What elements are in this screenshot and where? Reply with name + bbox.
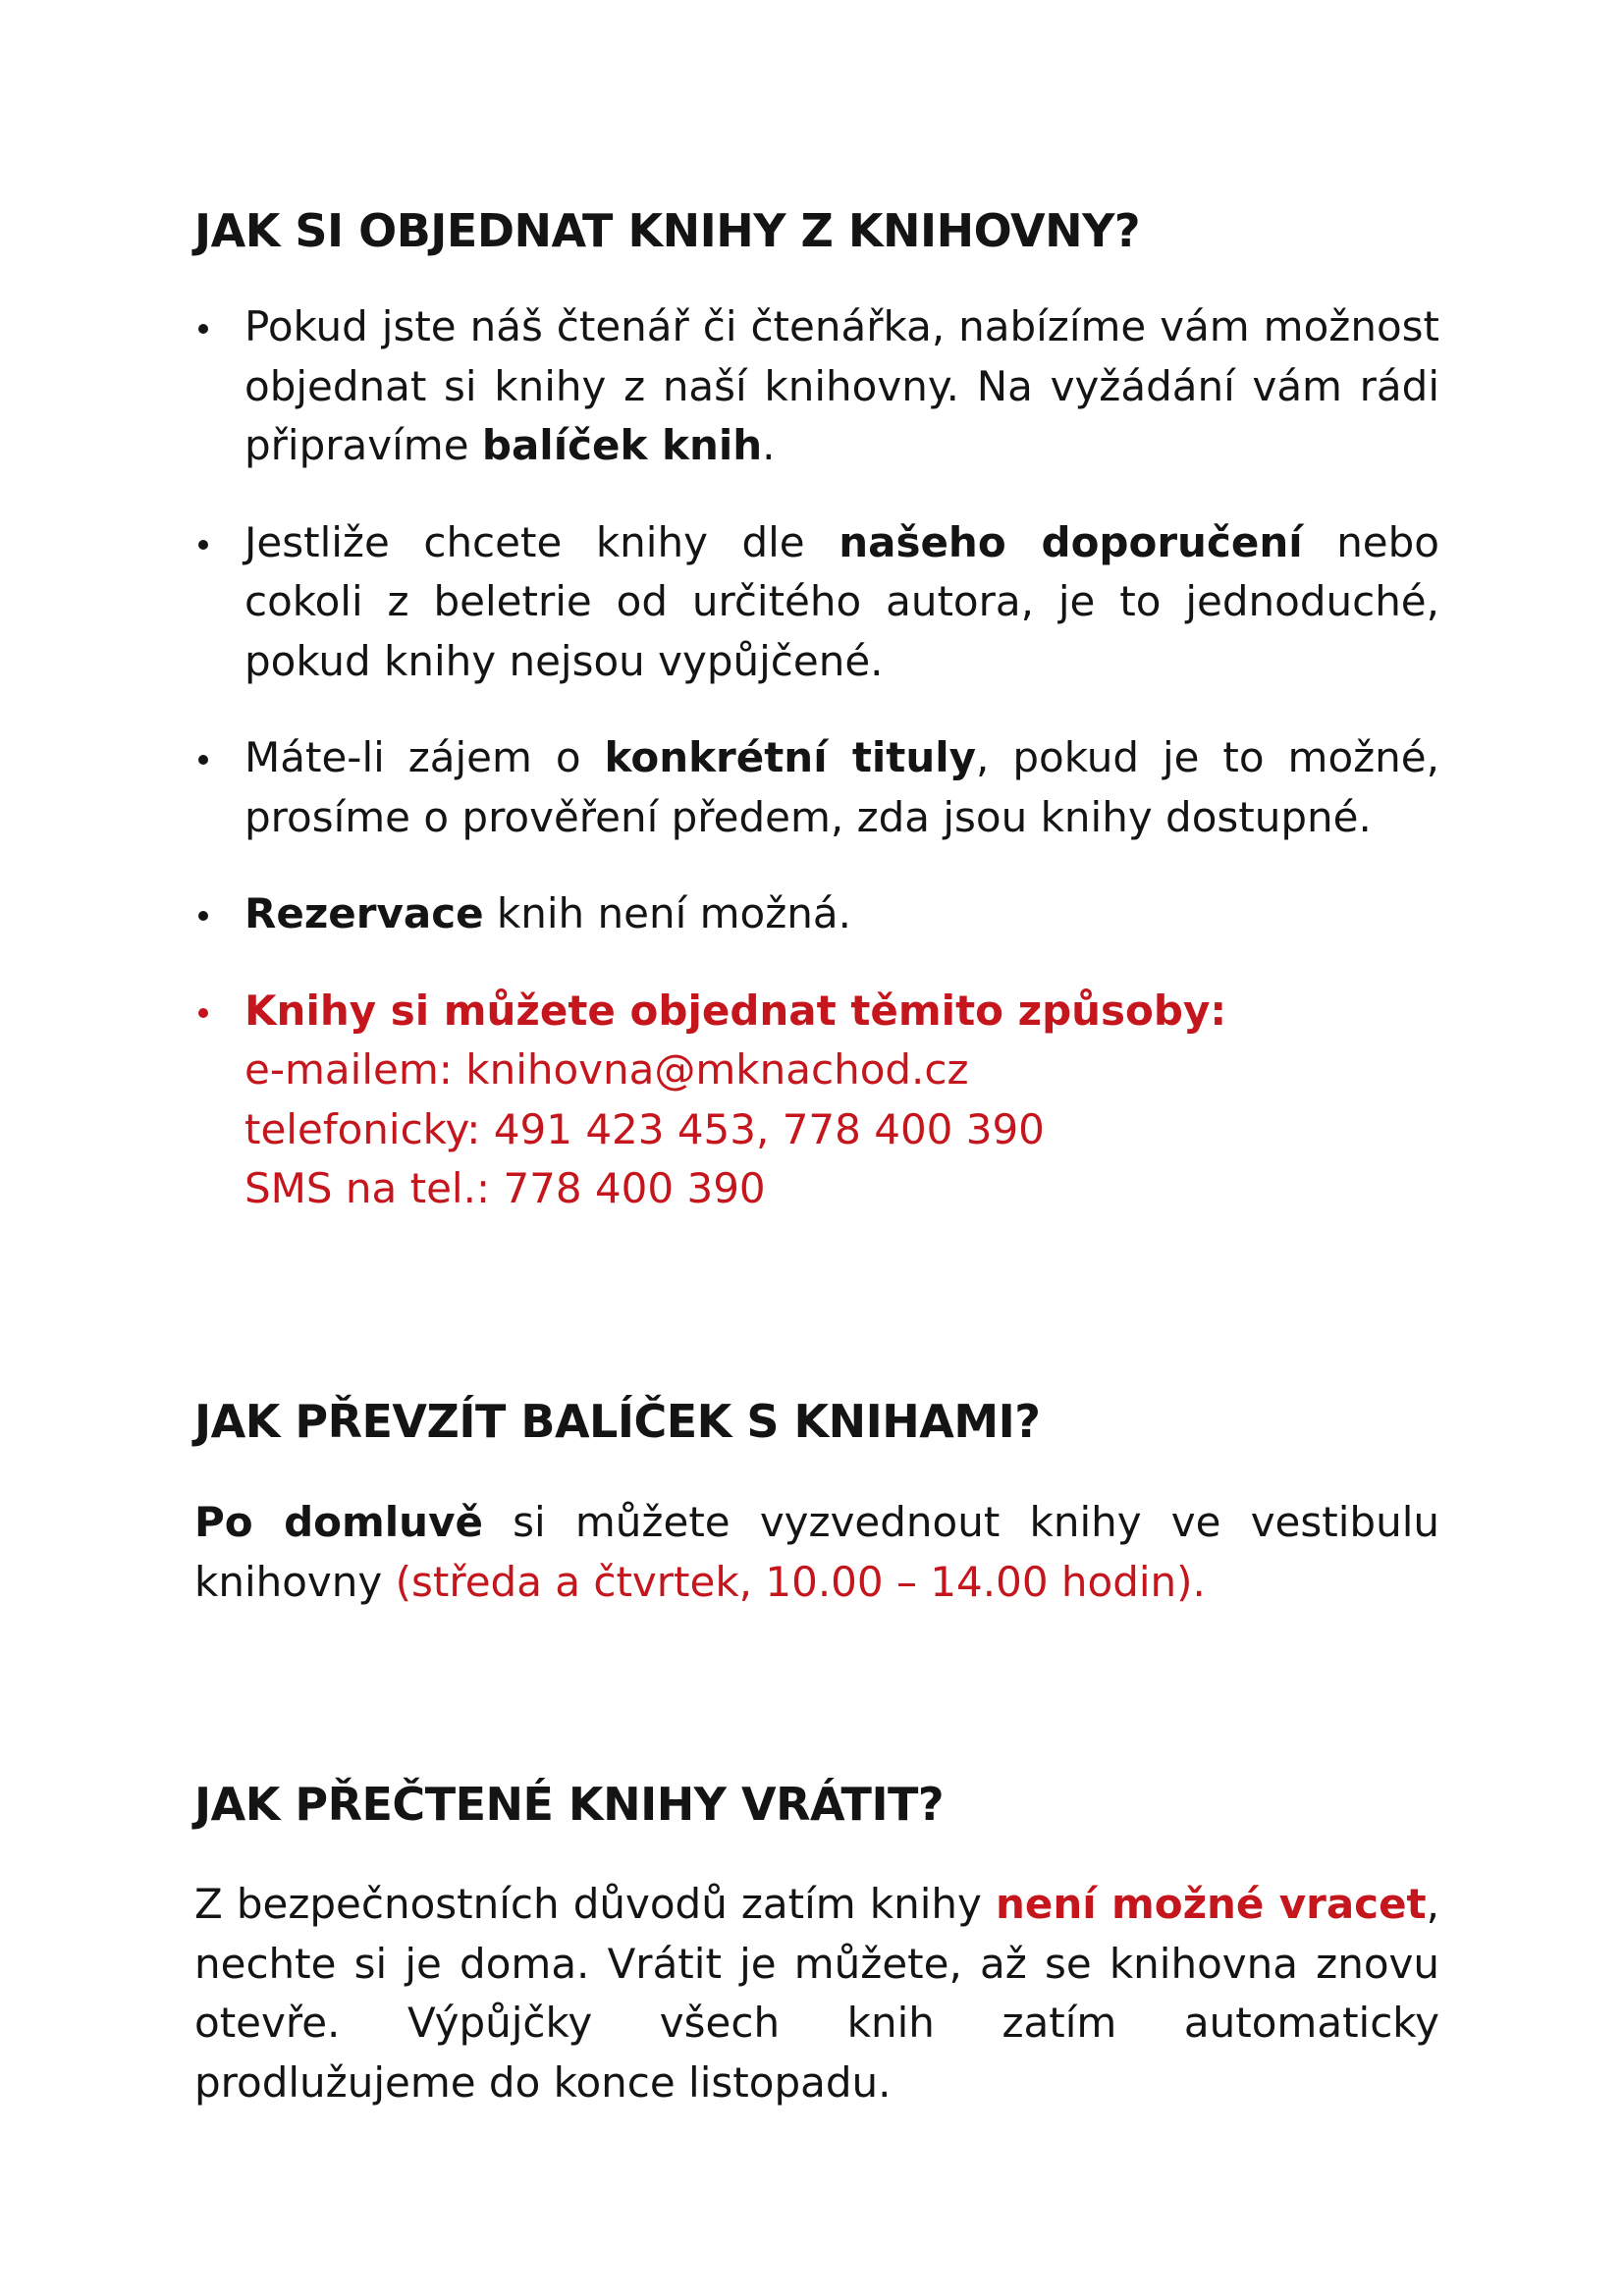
bullet-text: Máte-li zájem o	[244, 733, 605, 781]
bullet-text-end: nebo cokoli z beletrie od určitého autora, je to jednoduché, pokud knihy nejsou vypůjčené.	[244, 517, 1440, 685]
order-info-list	[194, 297, 1439, 1256]
bullet-text: Pokud jste náš čtenář či čtenářka, nabízíme vám možnost objednat si knihy z naší knihovny. Na vyžádání vám rádi připravíme	[244, 302, 1439, 469]
bullet-bold-text: Rezervace	[244, 889, 484, 937]
list-item	[194, 884, 1439, 944]
bullet-text-end: .	[762, 421, 776, 469]
pickup-text: si můžete vyzvednout knihy ve vestibulu knihovny	[194, 1498, 1439, 1606]
section-heading-order: JAK SI OBJEDNAT KNIHY Z KNIHOVNY?	[194, 204, 1141, 257]
section-heading-pickup: JAK PŘEVZÍT BALÍČEK S KNIHAMI?	[194, 1395, 1041, 1448]
sms-line: SMS na tel.: 778 400 390	[244, 1164, 766, 1212]
pickup-bold-text: Po domluvě	[194, 1498, 483, 1546]
contact-methods-title: Knihy si můžete objednat těmito způsoby:	[244, 986, 1227, 1035]
bullet-text-end: knih není možná.	[483, 889, 851, 937]
bullet-icon	[198, 1008, 208, 1018]
return-text-end: , nechte si je doma. Vrátit je můžete, až se knihovna znovu otevře. Výpůjčky všech knih zatím automaticky prodlužujeme do konce listopadu.	[194, 1880, 1439, 2107]
email-link[interactable]: knihovna@mknachod.cz	[465, 1045, 969, 1094]
return-text: Z bezpečnostních důvodů zatím knihy	[194, 1880, 996, 1928]
list-item	[194, 513, 1439, 692]
bullet-text-end: , pokud je to možné, prosíme o prověření předem, zda jsou knihy dostupné.	[244, 733, 1439, 841]
bullet-bold-text: našeho doporučení	[839, 517, 1303, 566]
list-item	[194, 728, 1439, 847]
email-label: e-mailem:	[244, 1045, 466, 1094]
section-heading-return: JAK PŘEČTENÉ KNIHY VRÁTIT?	[194, 1778, 945, 1831]
bullet-icon	[198, 755, 208, 765]
pickup-paragraph	[194, 1493, 1439, 1612]
list-item	[194, 297, 1439, 476]
bullet-bold-text: konkrétní tituly	[604, 733, 977, 781]
bullet-icon	[198, 324, 208, 334]
bullet-bold-text: balíček knih	[481, 421, 763, 469]
pickup-hours: (středa a čtvrtek, 10.00 – 14.00 hodin).	[395, 1557, 1206, 1606]
phone-line: telefonicky: 491 423 453, 778 400 390	[244, 1104, 1045, 1153]
return-warning: není možné vracet	[995, 1880, 1427, 1928]
return-paragraph	[194, 1875, 1439, 2112]
bullet-icon	[198, 911, 208, 921]
bullet-icon	[198, 540, 208, 550]
contact-methods-item	[194, 982, 1439, 1219]
bullet-text: Jestliže chcete knihy dle	[244, 517, 839, 566]
email-line	[244, 1041, 1439, 1100]
